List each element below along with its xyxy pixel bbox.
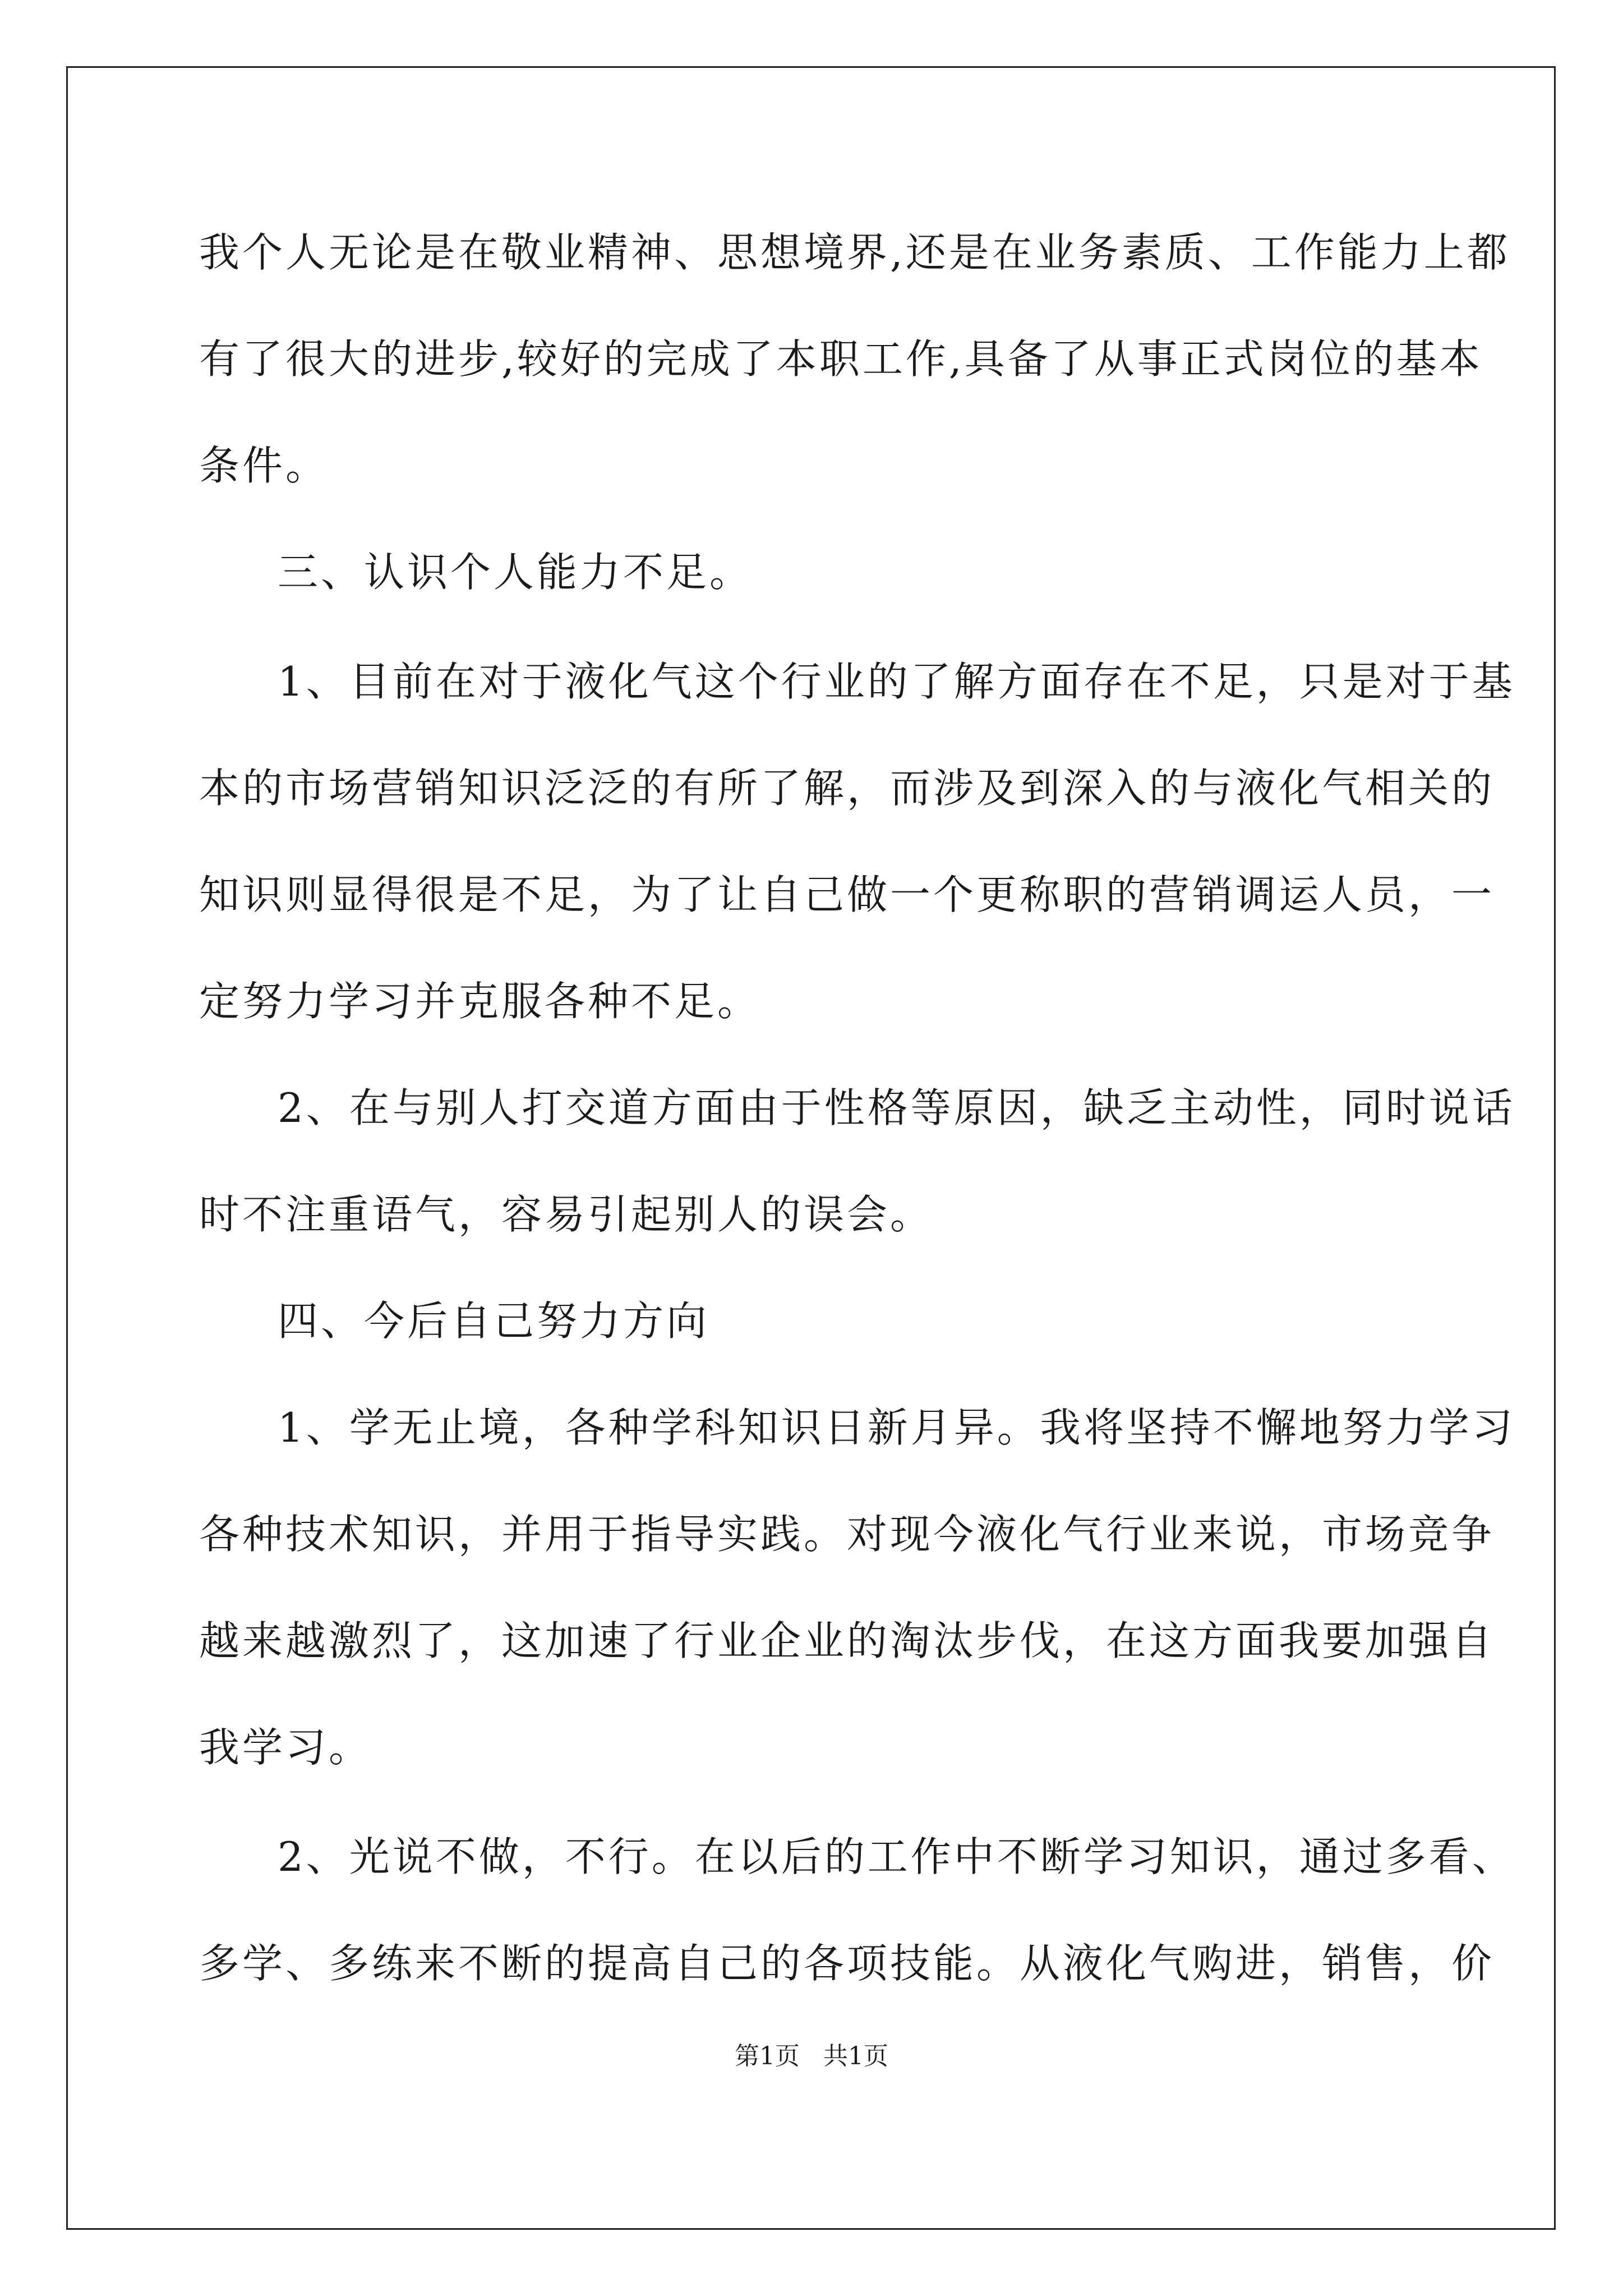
text-line: 知识则显得很是不足，为了让自己做一个更称职的营销调运人员，一	[199, 871, 1495, 918]
text-line: 各种技术知识，并用于指导实践。对现今液化气行业来说，市场竞争	[199, 1511, 1495, 1558]
text-line: 有了很大的进步,较好的完成了本职工作,具备了从事正式岗位的基本	[199, 335, 1483, 383]
text-line: 我个人无论是在敬业精神、思想境界,还是在业务素质、工作能力上都	[199, 229, 1510, 276]
text-line: 2、在与别人打交道方面由于性格等原因，缺乏主动性，同时说话	[278, 1084, 1515, 1131]
text-line: 条件。	[199, 442, 329, 489]
text-line: 越来越激烈了，这加速了行业企业的淘汰步伐，在这方面我要加强自	[199, 1617, 1495, 1664]
text-line: 1、学无止境，各种学科知识日新月异。我将坚持不懈地努力学习	[278, 1404, 1515, 1451]
section-heading: 三、认识个人能力不足。	[278, 549, 753, 596]
text-line: 2、光说不做，不行。在以后的工作中不断学习知识，通过多看、	[278, 1833, 1515, 1880]
section-heading: 四、今后自己努力方向	[278, 1297, 710, 1345]
text-line: 本的市场营销知识泛泛的有所了解，而涉及到深入的与液化气相关的	[199, 765, 1495, 812]
text-line: 1、目前在对于液化气这个行业的了解方面存在不足，只是对于基	[278, 658, 1515, 705]
text-line: 时不注重语气，容易引起别人的误会。	[199, 1191, 934, 1238]
page-footer: 第1页 共1页	[735, 2042, 888, 2070]
text-line: 我学习。	[199, 1724, 372, 1771]
text-line: 多学、多练来不断的提高自己的各项技能。从液化气购进，销售，价	[199, 1940, 1495, 1987]
page-border	[66, 66, 1556, 2230]
text-line: 定努力学习并克服各种不足。	[199, 978, 761, 1025]
